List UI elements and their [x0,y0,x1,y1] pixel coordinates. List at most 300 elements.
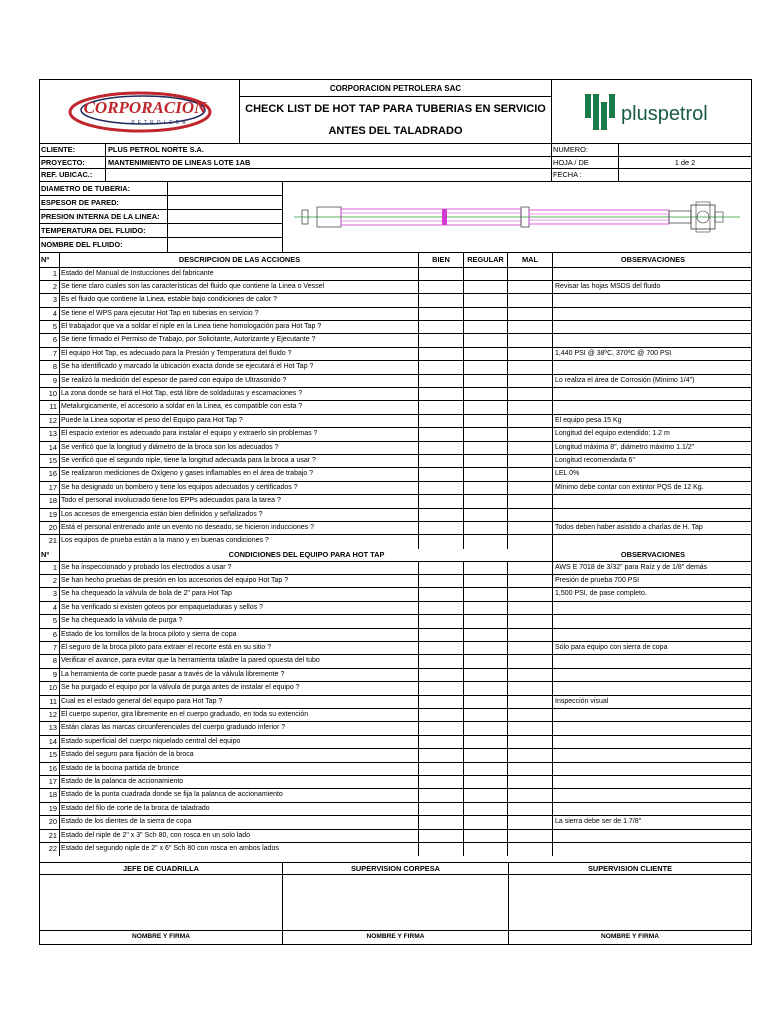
spec-label: TEMPERATURA DEL FLUIDO: [40,224,168,237]
table-row [40,722,751,735]
conditions-table-header [40,549,751,562]
row-number: 18 [40,789,60,801]
row-description: El cuerpo superior, gira libremente en el cuerpo graduado, en toda su extención [60,709,419,721]
bien-checkbox[interactable] [419,294,464,306]
row-observation[interactable] [553,268,751,280]
regular-checkbox[interactable] [464,722,508,734]
bien-checkbox[interactable] [419,388,464,400]
row-observation[interactable]: 1,500 PSI, de pase completo. [555,590,647,598]
row-description: Metalurgicamente, el accesorio a soldar en la Linea, es compatible con esta ? [60,401,419,413]
regular-checkbox[interactable] [464,830,508,842]
actions-table-header [40,253,751,268]
row-number: 3 [40,588,60,600]
bien-checkbox[interactable] [419,348,464,360]
row-number: 19 [40,509,60,521]
mal-checkbox[interactable] [508,455,553,467]
row-number: 11 [40,401,60,413]
mal-checkbox[interactable] [508,749,553,761]
signature-headers [40,863,751,875]
mal-checkbox[interactable] [508,722,553,734]
table-row [40,669,751,682]
row-observation[interactable]: LEL 0% [555,470,580,478]
row-observation[interactable]: El equipo pesa 15 Kg [555,416,622,424]
fecha-value[interactable] [619,169,751,181]
bien-checkbox[interactable] [419,830,464,842]
row-observation[interactable] [553,669,751,681]
row-observation[interactable] [553,736,751,748]
logo-wordmark: CORPORACION [83,97,206,117]
table-row [40,375,751,388]
row-description: El equipo Hot Tap, es adecuado para la Presión y Temperatura del fluido ? [60,348,419,360]
row-description: Todo el personal involucrado tiene los EPPs adecuados para la tarea ? [60,495,419,507]
row-number: 3 [40,294,60,306]
mal-checkbox[interactable] [508,442,553,454]
bien-checkbox[interactable] [419,749,464,761]
table-row [40,562,751,575]
bien-checkbox[interactable] [419,763,464,775]
table-row [40,830,751,843]
row-number: 9 [40,375,60,387]
regular-checkbox[interactable] [464,455,508,467]
row-observation[interactable]: Longitud máxima 8", diámetro máximo 1.1/2" [555,443,695,451]
regular-checkbox[interactable] [464,321,508,333]
row-observation[interactable] [553,655,751,667]
row-observation[interactable]: Longitud recomendada 6" [555,456,635,464]
row-number: 14 [40,736,60,748]
regular-checkbox[interactable] [464,749,508,761]
row-description: Estado superficial del cuerpo niquelado central del equipo [60,736,419,748]
row-description: Se realizaron mediciones de Oxígeno y gases inflamables en el área de trabajo ? [60,468,419,480]
row-observation[interactable] [553,361,751,373]
nombre-firma-label: NOMBRE Y FIRMA [40,931,283,944]
bien-checkbox[interactable] [419,736,464,748]
row-number: 19 [40,803,60,815]
row-description: Se ha designado un bombero y tiene los equipos adecuados y certificados ? [60,482,419,494]
bien-checkbox[interactable] [419,308,464,320]
mal-checkbox[interactable] [508,308,553,320]
bien-checkbox[interactable] [419,722,464,734]
regular-checkbox[interactable] [464,375,508,387]
row-description: El seguro de la broca piloto para extraer el recorte está en su sitio ? [60,642,419,654]
row-observation[interactable] [553,535,751,548]
row-observation[interactable]: 1,440 PSI @ 38ºC, 370ºC @ 700 PSI [555,349,672,357]
bien-checkbox[interactable] [419,602,464,614]
row-observation[interactable]: La sierra debe ser de 1.7/8" [555,818,642,826]
mal-checkbox[interactable] [508,575,553,587]
table-row [40,428,751,441]
regular-checkbox[interactable] [464,843,508,856]
row-number: 17 [40,776,60,788]
row-observation[interactable] [553,682,751,694]
row-description: Se verificó que el segundo niple, tiene la longitud adecuada para la broca a usar ? [60,455,419,467]
mal-checkbox[interactable] [508,803,553,815]
row-number: 12 [40,415,60,427]
ref-label: REF. UBICAC.: [40,169,106,181]
row-number: 2 [40,575,60,587]
table-row [40,415,751,428]
row-observation[interactable] [553,709,751,721]
bien-checkbox[interactable] [419,468,464,480]
table-row [40,602,751,615]
cliente-value[interactable]: PLUS PETROL NORTE S.A. [106,144,552,156]
regular-checkbox[interactable] [464,816,508,828]
mal-checkbox[interactable] [508,482,553,494]
mal-checkbox[interactable] [508,428,553,440]
bien-checkbox[interactable] [419,495,464,507]
bien-checkbox[interactable] [419,843,464,856]
row-number: 12 [40,709,60,721]
regular-checkbox[interactable] [464,776,508,788]
row-description: Verificar el avance, para evitar que la herramienta taladre la pared opuesta del tubo [60,655,419,667]
row-observation[interactable] [553,388,751,400]
regular-checkbox[interactable] [464,642,508,654]
col-num-header: Nº [40,549,60,561]
bien-checkbox[interactable] [419,642,464,654]
proyecto-value[interactable]: MANTENIMIENTO DE LINEAS LOTE 1AB [106,157,552,169]
bien-checkbox[interactable] [419,522,464,534]
info-row-ref [40,169,751,182]
bien-checkbox[interactable] [419,669,464,681]
row-observation[interactable]: Inspección visual [555,697,609,705]
row-observation[interactable] [553,509,751,521]
row-description: Se tiene firmado el Permiso de Trabajo, por Solicitante, Autorizante y Ejecutante ? [60,334,419,346]
bien-checkbox[interactable] [419,789,464,801]
mal-checkbox[interactable] [508,655,553,667]
regular-checkbox[interactable] [464,415,508,427]
regular-checkbox[interactable] [464,588,508,600]
row-observation[interactable] [553,763,751,775]
row-description: Los equipos de prueba están a la mano y en buenas condiciones ? [60,535,419,548]
row-description: Los accesos de emergencia están bien definidos y señalizados ? [60,509,419,521]
table-row [40,482,751,495]
title-line-1: CHECK LIST DE HOT TAP PARA TUBERIAS EN SERVICIO [245,103,546,115]
col-desc-header: DESCRIPCION DE LAS ACCIONES [60,253,419,267]
regular-checkbox[interactable] [464,682,508,694]
mal-checkbox[interactable] [508,401,553,413]
info-row-proyecto [40,157,751,170]
row-observation[interactable] [553,830,751,842]
mal-checkbox[interactable] [508,348,553,360]
row-number: 6 [40,629,60,641]
table-row [40,361,751,374]
row-number: 10 [40,682,60,694]
bien-checkbox[interactable] [419,816,464,828]
row-number: 7 [40,348,60,360]
row-number: 1 [40,268,60,280]
mal-checkbox[interactable] [508,522,553,534]
title-line-2: ANTES DEL TALADRADO [328,125,463,137]
mal-checkbox[interactable] [508,816,553,828]
table-row [40,615,751,628]
regular-checkbox[interactable] [464,803,508,815]
bien-checkbox[interactable] [419,268,464,280]
mal-checkbox[interactable] [508,830,553,842]
nombre-firma-label: NOMBRE Y FIRMA [283,931,509,944]
mal-checkbox[interactable] [508,468,553,480]
regular-checkbox[interactable] [464,509,508,521]
row-description: Están claras las marcas circunferenciales del cuerpo graduado inferior ? [60,722,419,734]
mal-checkbox[interactable] [508,789,553,801]
bien-checkbox[interactable] [419,588,464,600]
regular-checkbox[interactable] [464,615,508,627]
fecha-label: FECHA : [552,169,619,181]
supervision-corpesa-header: SUPERVISION CORPESA [283,863,509,874]
mal-checkbox[interactable] [508,736,553,748]
table-row [40,281,751,294]
table-row [40,468,751,481]
row-number: 2 [40,281,60,293]
col-mal-header: MAL [508,253,553,267]
ref-value[interactable] [106,169,552,181]
bien-checkbox[interactable] [419,428,464,440]
regular-checkbox[interactable] [464,696,508,708]
proyecto-label: PROYECTO: [40,157,106,169]
regular-checkbox[interactable] [464,602,508,614]
table-row [40,763,751,776]
row-observation[interactable] [553,495,751,507]
bien-checkbox[interactable] [419,509,464,521]
mal-checkbox[interactable] [508,375,553,387]
mal-checkbox[interactable] [508,388,553,400]
bien-checkbox[interactable] [419,682,464,694]
document-title [240,97,551,143]
mal-checkbox[interactable] [508,562,553,574]
bien-checkbox[interactable] [419,655,464,667]
table-row [40,294,751,307]
table-row [40,535,751,548]
spec-label: NOMBRE DEL FLUIDO: [40,238,168,251]
bien-checkbox[interactable] [419,455,464,467]
mal-checkbox[interactable] [508,334,553,346]
mal-checkbox[interactable] [508,843,553,856]
regular-checkbox[interactable] [464,294,508,306]
regular-checkbox[interactable] [464,629,508,641]
row-description: Estado del segundo niple de 2" x 6" Sch 80 con rosca en ambos lados [60,843,419,856]
row-observation[interactable] [553,294,751,306]
bien-checkbox[interactable] [419,361,464,373]
row-number: 10 [40,388,60,400]
bien-checkbox[interactable] [419,321,464,333]
pipe-spec-fields [40,182,283,252]
info-row-cliente [40,144,751,157]
row-description: Estado de la palanca de accionamiento [60,776,419,788]
table-row [40,401,751,414]
row-description: Se ha inspeccionado y probado los electrodos a usar ? [60,562,419,574]
regular-checkbox[interactable] [464,562,508,574]
bien-checkbox[interactable] [419,401,464,413]
hot-tap-machine-icon [292,197,742,237]
row-observation[interactable] [553,334,751,346]
mal-checkbox[interactable] [508,642,553,654]
table-row [40,495,751,508]
row-number: 8 [40,361,60,373]
row-number: 1 [40,562,60,574]
jefe-signature-box[interactable] [40,875,283,930]
row-observation[interactable] [553,843,751,856]
regular-checkbox[interactable] [464,522,508,534]
mal-checkbox[interactable] [508,588,553,600]
row-observation[interactable] [553,722,751,734]
mal-checkbox[interactable] [508,415,553,427]
row-observation[interactable] [553,789,751,801]
pluspetrol-wordmark: pluspetrol [620,102,708,125]
regular-checkbox[interactable] [464,334,508,346]
row-observation[interactable] [553,321,751,333]
row-number: 15 [40,749,60,761]
spec-row [40,182,282,196]
bien-checkbox[interactable] [419,803,464,815]
row-description: La zona donde se hará el Hot Tap, está libre de soldaduras y escamaciones ? [60,388,419,400]
row-number: 18 [40,495,60,507]
regular-checkbox[interactable] [464,669,508,681]
regular-checkbox[interactable] [464,388,508,400]
bien-checkbox[interactable] [419,535,464,548]
bien-checkbox[interactable] [419,696,464,708]
mal-checkbox[interactable] [508,495,553,507]
regular-checkbox[interactable] [464,482,508,494]
bien-checkbox[interactable] [419,615,464,627]
bien-checkbox[interactable] [419,482,464,494]
regular-checkbox[interactable] [464,281,508,293]
mal-checkbox[interactable] [508,709,553,721]
corpesa-signature-box[interactable] [283,875,509,930]
bien-checkbox[interactable] [419,415,464,427]
regular-checkbox[interactable] [464,575,508,587]
regular-checkbox[interactable] [464,468,508,480]
row-observation[interactable]: AWS E 7018 de 3/32" para Raíz y de 1/8" demás [555,563,708,571]
numero-value[interactable] [619,144,751,156]
mal-checkbox[interactable] [508,535,553,548]
row-description: Se verificó que la longitud y diámetro de la broca son los adecuados ? [60,442,419,454]
table-row [40,843,751,856]
hoja-value[interactable]: 1 de 2 [674,157,696,167]
regular-checkbox[interactable] [464,442,508,454]
title-block [240,80,552,143]
spec-row [40,196,282,210]
row-observation[interactable]: Presión de prueba 700 PSI [555,577,640,585]
regular-checkbox[interactable] [464,361,508,373]
row-observation[interactable] [553,749,751,761]
regular-checkbox[interactable] [464,736,508,748]
regular-checkbox[interactable] [464,763,508,775]
row-description: Se tiene claro cuales son las características del fluido que contiene la Linea o Vessel [60,281,419,293]
regular-checkbox[interactable] [464,401,508,413]
mal-checkbox[interactable] [508,361,553,373]
row-observation[interactable] [553,401,751,413]
mal-checkbox[interactable] [508,763,553,775]
row-description: Estado de la punta cuadrada donde se fija la palanca de accionamiento [60,789,419,801]
bien-checkbox[interactable] [419,442,464,454]
regular-checkbox[interactable] [464,348,508,360]
row-observation[interactable] [553,615,751,627]
row-description: Estado de los dientes de la sierra de copa [60,816,419,828]
bien-checkbox[interactable] [419,629,464,641]
company-name: CORPORACION PETROLERA SAC [240,80,551,97]
regular-checkbox[interactable] [464,789,508,801]
checklist-sheet [39,79,752,945]
bien-checkbox[interactable] [419,709,464,721]
row-description: Se ha chequeado la válvula de purga ? [60,615,419,627]
actions-table-body [40,268,751,549]
table-row [40,709,751,722]
bien-checkbox[interactable] [419,562,464,574]
row-number: 21 [40,830,60,842]
row-observation[interactable] [553,602,751,614]
cliente-label: CLIENTE: [40,144,106,156]
table-row [40,455,751,468]
regular-checkbox[interactable] [464,308,508,320]
row-observation[interactable]: Longitud del equipo extendido: 1.2 m [555,430,670,438]
bien-checkbox[interactable] [419,575,464,587]
bien-checkbox[interactable] [419,776,464,788]
spec-label: DIAMETRO DE TUBERIA: [40,182,168,195]
mal-checkbox[interactable] [508,602,553,614]
mal-checkbox[interactable] [508,294,553,306]
conditions-title: CONDICIONES DEL EQUIPO PARA HOT TAP [60,549,553,561]
row-description: Se ha purgado el equipo por la válvula de purga antes de instalar el equipo ? [60,682,419,694]
col-obs-header: OBSERVACIONES [620,549,686,559]
col-bien-header: BIEN [419,253,464,267]
table-row [40,749,751,762]
regular-checkbox[interactable] [464,495,508,507]
row-observation[interactable] [553,308,751,320]
col-regular-header: REGULAR [464,253,508,267]
bien-checkbox[interactable] [419,375,464,387]
hot-tap-drawing [283,182,751,252]
table-row [40,776,751,789]
cliente-signature-box[interactable] [509,875,751,930]
regular-checkbox[interactable] [464,709,508,721]
row-description: Se realizó la medición del espesor de pared con equipo de Ultrasonido ? [60,375,419,387]
row-observation[interactable]: Mínimo debe contar con extintor PQS de 12 Kg. [555,483,704,491]
table-row [40,655,751,668]
regular-checkbox[interactable] [464,268,508,280]
row-observation[interactable]: Revisar las hojas MSDS del fluido [555,282,661,290]
row-description: Estado del niple de 2" x 3" Sch 80, con rosca en un solo lado [60,830,419,842]
row-observation[interactable] [553,803,751,815]
pluspetrol-logo [552,80,751,143]
pipe-spec-section [40,182,751,253]
mal-checkbox[interactable] [508,682,553,694]
spec-label: ESPESOR DE PARED: [40,196,168,209]
regular-checkbox[interactable] [464,655,508,667]
mal-checkbox[interactable] [508,268,553,280]
mal-checkbox[interactable] [508,509,553,521]
mal-checkbox[interactable] [508,669,553,681]
row-observation[interactable] [553,629,751,641]
regular-checkbox[interactable] [464,535,508,548]
row-observation[interactable]: Lo realiza el área de Corrosión (Mínimo 1/4") [555,376,695,384]
bien-checkbox[interactable] [419,281,464,293]
row-observation[interactable] [553,776,751,788]
mal-checkbox[interactable] [508,629,553,641]
bien-checkbox[interactable] [419,334,464,346]
mal-checkbox[interactable] [508,776,553,788]
row-observation[interactable]: Sólo para equipo con sierra de copa [555,644,668,652]
row-description: Estado del seguro para fijación de la broca [60,749,419,761]
table-row [40,816,751,829]
mal-checkbox[interactable] [508,615,553,627]
row-description: Estado de los tornillos de la broca piloto y sierra de copa [60,629,419,641]
numero-label: NUMERO: [552,144,619,156]
regular-checkbox[interactable] [464,428,508,440]
mal-checkbox[interactable] [508,281,553,293]
row-number: 5 [40,321,60,333]
row-observation[interactable]: Todos deben haber asistido a charlas de H. Tap [555,523,703,531]
mal-checkbox[interactable] [508,696,553,708]
row-number: 16 [40,763,60,775]
mal-checkbox[interactable] [508,321,553,333]
